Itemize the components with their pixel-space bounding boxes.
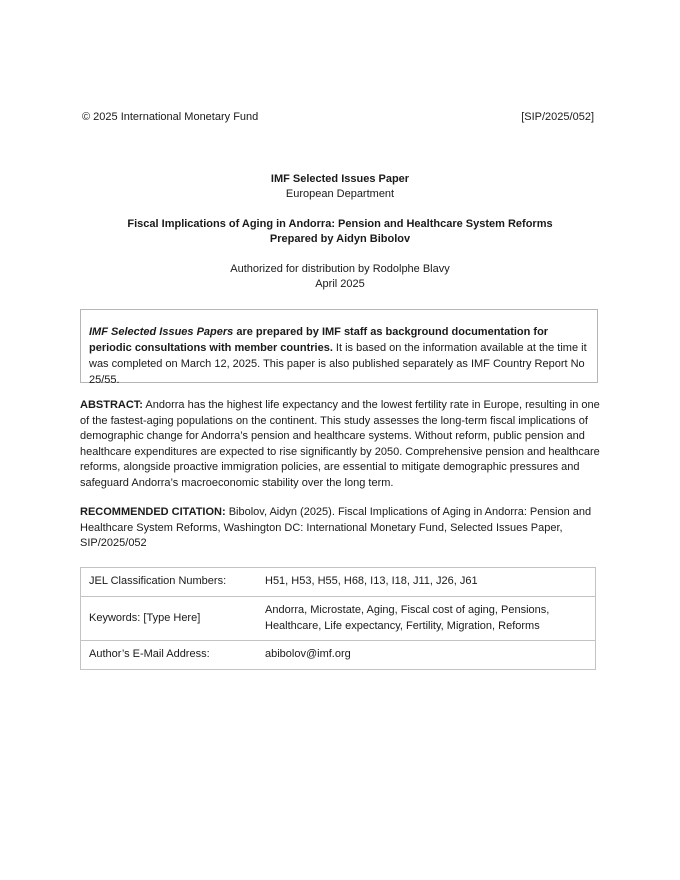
page-header [82,111,594,125]
paper-title: Fiscal Implications of Aging in Andorra: Pension and Healthcare System Reforms [127,218,553,230]
table-row [81,641,596,670]
copyright-notice: © 2025 International Monetary Fund [82,111,259,123]
keywords-value: Andorra, Microstate, Aging, Fiscal cost of aging, Pensions, Healthcare, Life expectancy, Fertility, Migration, Reforms [265,597,596,641]
abstract-label: ABSTRACT: [80,399,143,411]
table-row [81,597,596,641]
author-line: Prepared by Aidyn Bibolov [269,233,411,245]
jel-label: JEL Classification Numbers: [81,568,266,597]
disclaimer-box [80,309,598,386]
citation-label: RECOMMENDED CITATION: [80,506,226,518]
publication-date: April 2025 [315,278,365,290]
disclaimer-series-name: IMF Selected Issues Papers [89,326,234,338]
table-row [81,568,596,597]
abstract-text: Andorra has the highest life expectancy and the lowest fertility rate in Europe, resulting in one of the fastest-aging populations on the continent. This study assesses the long-term fiscal implications of demographic change for Andorra’s pension and healthcare systems. Without reform, public pension and healthcare expenditures are expected to rise significantly by 2050. Comprehensive pension and healthcare reforms, alongside proactive immigration policies, are essential to mitigate demographic pressures and safeguard Andorra’s macroeconomic stability over the long term. [80,399,600,489]
email-label: Author’s E-Mail Address: [81,641,266,670]
metadata-table [80,567,596,670]
abstract [80,398,600,491]
jel-codes: H51, H53, H55, H68, I13, I18, J11, J26, J61 [265,568,596,597]
recommended-citation [80,505,600,552]
citation-text: Bibolov, Aidyn (2025). Fiscal Implications of Aging in Andorra: Pension and Healthcare System Reforms, Washington DC: International Monetary Fund, Selected Issues Paper, SIP/2025/052 [80,506,592,549]
report-code: [SIP/2025/052] [521,111,594,123]
keywords-label: Keywords: [Type Here] [81,597,266,641]
series-name: IMF Selected Issues Paper [270,173,410,185]
disclaimer-bold-text: are prepared by IMF staff as background documentation for periodic consultations with member countries. [89,326,549,354]
disclaimer-text: It is based on the information available at the time it was completed on March 12, 2025. This paper is also published separately as IMF Country Report No 25/55. [89,342,587,386]
department-name: European Department [285,188,395,200]
author-email: abibolov@imf.org [265,641,596,670]
title-block [0,172,680,292]
authorization-line: Authorized for distribution by Rodolphe Blavy [230,263,450,275]
